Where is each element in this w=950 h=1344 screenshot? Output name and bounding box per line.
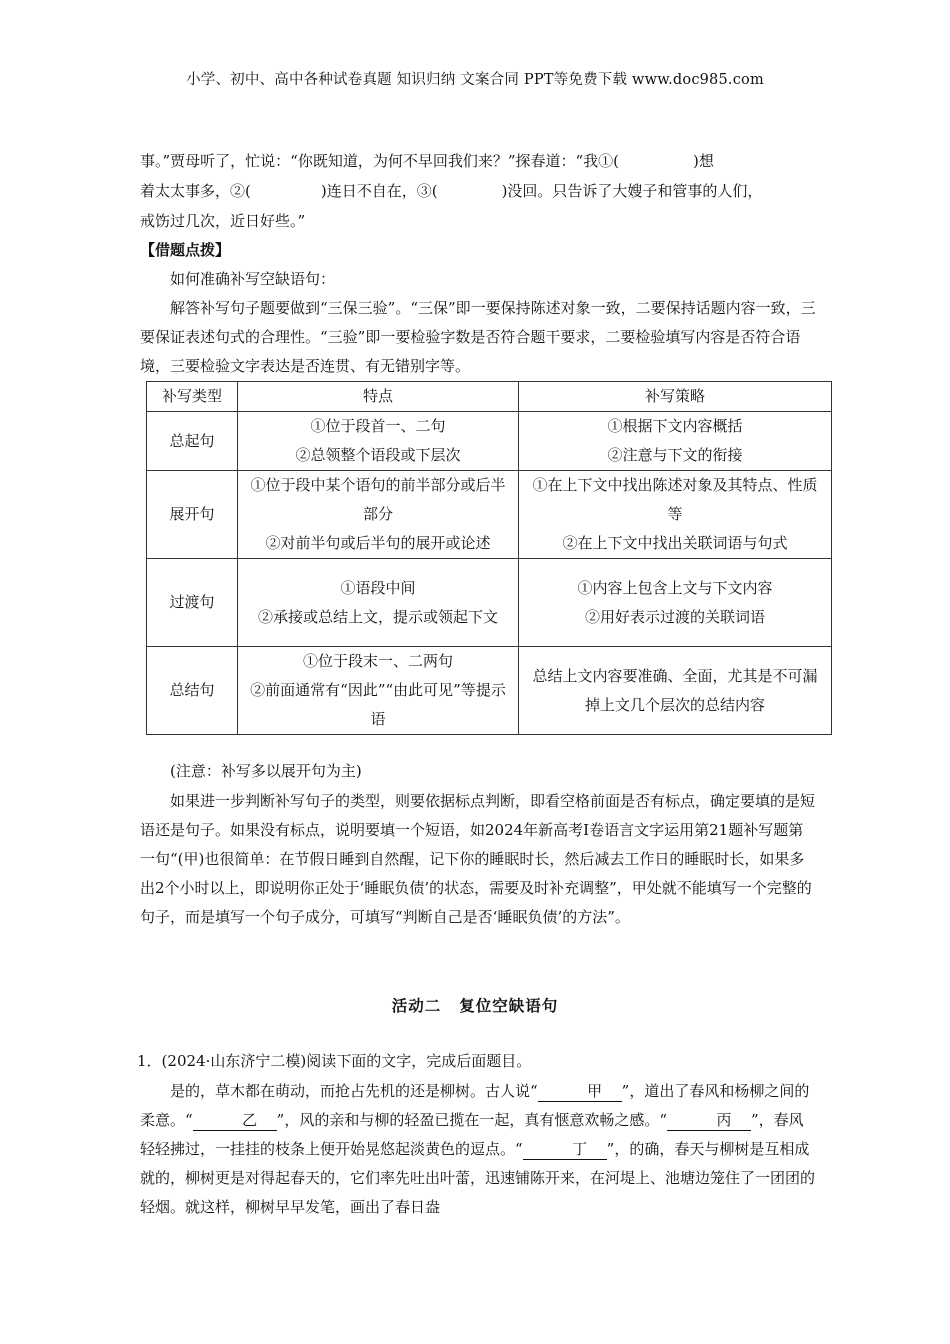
table-row bbox=[147, 559, 832, 647]
table-header: 补写类型 bbox=[147, 382, 238, 412]
feature-line: ②对前半句或后半句的展开或论述 bbox=[265, 534, 491, 552]
blank-ding: 丁 bbox=[523, 1139, 607, 1160]
feature-line: ②前面通常有“因此”“由此可见”等提示语 bbox=[250, 681, 506, 728]
question-1-title: 1．(2024·山东济宁二模)阅读下面的文字，完成后面题目。 bbox=[137, 1052, 532, 1070]
section-title-part2: 复位空缺语句 bbox=[459, 996, 559, 1015]
page-header: 小学、初中、高中各种试卷真题 知识归纳 文案合同 PPT等免费下载 www.doc985.com bbox=[186, 72, 764, 88]
type-cell: 展开句 bbox=[147, 471, 238, 559]
passage-text: 是的，草木都在萌动，而抢占先机的还是柳树。古人说“ bbox=[170, 1082, 538, 1100]
strategy-line: ②注意与下文的衔接 bbox=[607, 446, 743, 464]
tip-paragraph: 解答补写句子题要做到“三保三验”。“三保”即一要保持陈述对象一致，二要保持话题内容一致，三要保证表述句式的合理性。“三验”即一要检验字数是否符合题干要求，二要检验填写内容是否符合语境，三要检验文字表达是否连贯、有无错别字等。 bbox=[140, 299, 816, 375]
feature-line: ①位于段末一、二两句 bbox=[302, 652, 453, 670]
passage-text: ”，的确，春天与柳树是互相成就的，柳树更是对得起春天的，它们率先吐出叶蕾，迅速铺陈开来，在河堤上、池塘边笼住了一团团的轻烟。就这样，柳树早早发笔，画出了春日盎 bbox=[140, 1140, 816, 1216]
strategy-cell bbox=[519, 559, 832, 647]
strategy-line: ②用好表示过渡的关联词语 bbox=[584, 607, 765, 626]
feature-cell bbox=[238, 412, 519, 471]
feature-line: ①语段中间 bbox=[340, 578, 416, 597]
intro-text-1a: 事。”贾母听了，忙说：“你既知道，为何不早回我们来？”探春道：“我①( bbox=[140, 152, 620, 170]
feature-line: ①位于段首一、二句 bbox=[310, 417, 446, 435]
strategy-cell bbox=[519, 647, 832, 735]
blank-jia: 甲 bbox=[538, 1081, 622, 1102]
tip-heading: 【借题点拨】 bbox=[140, 241, 231, 259]
table-header: 特点 bbox=[238, 382, 519, 412]
intro-line-2 bbox=[140, 177, 816, 206]
section-title-part1: 活动二 bbox=[391, 996, 442, 1015]
blank-bing: 丙 bbox=[667, 1110, 751, 1131]
strategy-line: 总结上文内容要准确、全面，尤其是不可漏掉上文几个层次的总结内容 bbox=[532, 666, 818, 714]
guide-table bbox=[146, 381, 832, 735]
strategy-cell bbox=[519, 471, 832, 559]
intro-text-2a: 着太太事多，②( bbox=[140, 182, 251, 200]
feature-cell bbox=[238, 559, 519, 647]
strategy-line: ②在上下文中找出关联词语与句式 bbox=[562, 534, 788, 552]
explain-paragraph: 如果进一步判断补写句子的类型，则要依据标点判断，即看空格前面是否有标点，确定要填的是短语还是句子。如果没有标点，说明要填一个短语，如2024年新高考Ⅰ卷语言文字运用第21题补写题第一句“(甲)也很简单：在节假日睡到自然醒，记下你的睡眠时长，然后减去工作日的睡眠时长，如果多出2个小时以上，即说明你正处于‘睡眠负债’的状态，需要及时补充调整”，甲处就不能填写一个完整的句子，而是填写一个句子成分，可填写“判断自己是否‘睡眠负债’的方法”。 bbox=[140, 792, 816, 926]
strategy-line: ①内容上包含上文与下文内容 bbox=[577, 578, 773, 597]
table-header-row bbox=[147, 382, 832, 412]
question-1-passage bbox=[140, 1077, 816, 1222]
note-text: (注意：补写多以展开句为主) bbox=[170, 762, 362, 780]
feature-line: ②承接或总结上文，提示或领起下文 bbox=[257, 607, 498, 626]
tip-question: 如何准确补写空缺语句： bbox=[170, 270, 336, 288]
passage-text: ”，风的亲和与柳的轻盈已揽在一起，真有惬意欢畅之感。“ bbox=[276, 1111, 668, 1129]
intro-text-2b: )连日不自在，③( bbox=[320, 182, 438, 200]
table-row bbox=[147, 471, 832, 559]
blank-yi: 乙 bbox=[193, 1110, 277, 1131]
table-header: 补写策略 bbox=[519, 382, 832, 412]
feature-line: ②总领整个语段或下层次 bbox=[295, 446, 461, 464]
feature-cell bbox=[238, 647, 519, 735]
type-cell: 过渡句 bbox=[147, 559, 238, 647]
feature-line: ①位于段中某个语句的前半部分或后半部分 bbox=[250, 476, 506, 523]
type-cell: 总起句 bbox=[147, 412, 238, 471]
intro-text-2c: )没回。只告诉了大嫂子和管事的人们， bbox=[501, 182, 763, 200]
strategy-line: ①在上下文中找出陈述对象及其特点、性质等 bbox=[532, 476, 818, 523]
passage-text: ”，春风轻轻拂过，一挂挂的枝条上便开始晃悠起淡黄色的逗点。“ bbox=[140, 1111, 804, 1158]
intro-text-1b: )想 bbox=[693, 152, 714, 170]
type-cell: 总结句 bbox=[147, 647, 238, 735]
table-row bbox=[147, 412, 832, 471]
intro-line-3: 戒饬过几次，近日好些。” bbox=[140, 212, 306, 230]
strategy-cell bbox=[519, 412, 832, 471]
feature-cell bbox=[238, 471, 519, 559]
passage-text: ”，道出了春风和杨柳之间的柔意。“ bbox=[140, 1082, 810, 1129]
section-title bbox=[0, 994, 950, 1016]
table-row bbox=[147, 647, 832, 735]
intro-line-1 bbox=[140, 147, 816, 176]
strategy-line: ①根据下文内容概括 bbox=[607, 417, 743, 435]
